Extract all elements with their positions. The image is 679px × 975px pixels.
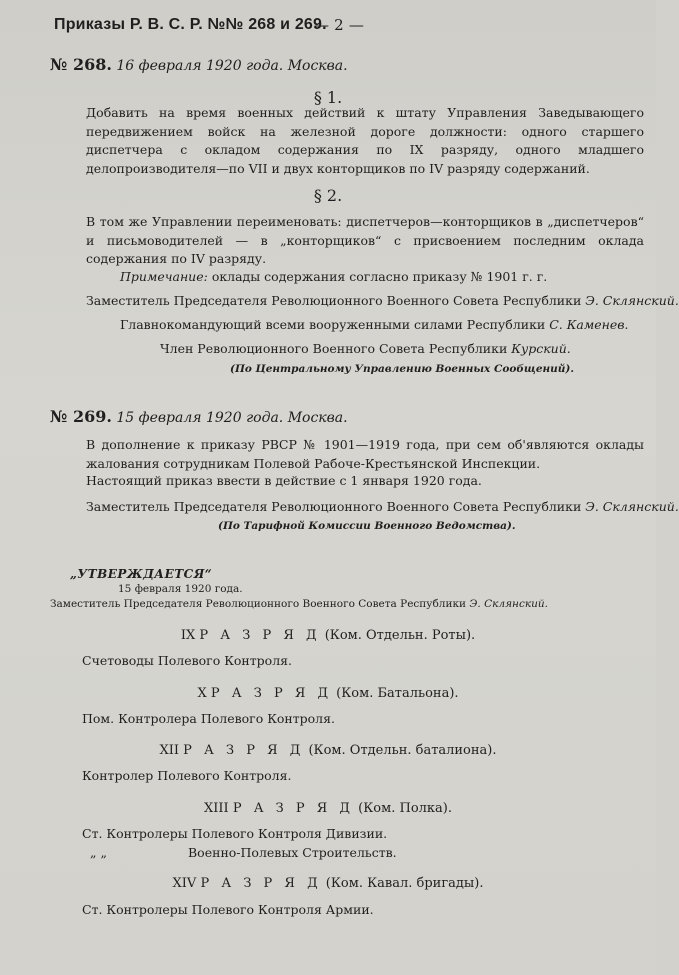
grade-ix-roman: IX [180, 628, 196, 643]
grade-xiii-roman: XIII [204, 801, 229, 816]
section-1-title: § 1. [313, 88, 343, 107]
grade-x-item-1: Пом. Контролера Полевого Контроля. [82, 711, 335, 726]
order-268-source: (По Центральному Управлению Военных Сообщений). [230, 363, 575, 375]
order-269-text-2: Настоящий приказ ввести в действие с 1 января 1920 года. [86, 473, 482, 488]
signature-1-role: Заместитель Председателя Революционного Военного Совета Республики [86, 293, 582, 308]
order-269-text-1: В дополнение к приказу РВСР № 1901—1919 года, при сем об'являются оклады жалования сотрудникам Полевой Рабоче-Крестьянской Инспекции. [86, 437, 644, 471]
section-2-text: В том же Управлении переименовать: диспетчеров—конторщиков в „диспетчеров“ и письмоводителей — в „конторщиков“ с присвоением последним оклада содержания по IV разряду. [86, 214, 644, 266]
order-269-signature [86, 499, 679, 514]
grade-xiii-heading [0, 801, 656, 816]
grade-ix-rank: (Ком. Отдельн. Роты). [324, 628, 476, 643]
note-line [120, 269, 547, 284]
signature-2-role: Главнокомандующий всеми вооруженными силами Республики [120, 317, 546, 332]
grade-x-word: Р А З Р Я Д [210, 686, 333, 701]
grade-xiv-roman: XIV [172, 876, 197, 891]
order-268-date: 16 февраля 1920 года. Москва. [116, 58, 348, 74]
grade-xii-rank: (Ком. Отдельн. баталиона). [308, 743, 497, 758]
page-number: — 2 — [314, 16, 365, 34]
approval-date: 15 февраля 1920 года. [118, 583, 243, 595]
approval-signer-name: Э. Склянский. [469, 598, 548, 610]
grade-ix-item-1: Счетоводы Полевого Контроля. [82, 653, 292, 668]
signature-2 [120, 317, 629, 332]
grade-xiv-heading [0, 876, 656, 891]
grade-ix-heading [0, 628, 656, 643]
order-269-signature-role: Заместитель Председателя Революционного Военного Совета Республики [86, 499, 582, 514]
grade-xiii-ditto: „ „ [90, 845, 107, 860]
grade-x-rank: (Ком. Батальона). [336, 686, 459, 701]
grade-xii-word: Р А З Р Я Д [183, 743, 305, 758]
grade-xiii-item-1: Ст. Контролеры Полевого Контроля Дивизии. [82, 826, 388, 841]
approval-signer-role: Заместитель Председателя Революционного Военного Совета Республики [50, 598, 467, 610]
signature-3-name: Курский. [511, 341, 571, 356]
grade-ix-word: Р А З Р Я Д [199, 628, 321, 643]
header-title: Приказы Р. В. С. Р. №№ 268 и 269. [54, 16, 327, 33]
approval-signer [50, 598, 548, 610]
grade-x-roman: X [197, 686, 207, 701]
grade-xiv-word: Р А З Р Я Д [200, 876, 322, 891]
grade-xii-roman: XII [159, 743, 180, 758]
page-header [54, 16, 614, 34]
order-269-date: 15 февраля 1920 года. Москва. [116, 410, 348, 426]
signature-1-name: Э. Склянский. [585, 293, 679, 308]
grade-xii-item-1: Контролер Полевого Контроля. [82, 768, 292, 783]
order-269-source: (По Тарифной Комиссии Военного Ведомства). [218, 520, 516, 532]
grade-xiv-item-1: Ст. Контролеры Полевого Контроля Армии. [82, 902, 374, 917]
grade-x-heading [0, 686, 656, 701]
grade-xii-heading [0, 743, 656, 758]
order-269-signature-name: Э. Склянский. [585, 499, 679, 514]
section-2-title: § 2. [313, 186, 343, 205]
order-268-number: № 268. [50, 55, 112, 74]
grade-xiii-word: Р А З Р Я Д [232, 801, 354, 816]
grade-xiii-item-2: Военно-Полевых Строительств. [188, 845, 397, 860]
signature-2-name: С. Каменев. [549, 317, 629, 332]
note-label: Примечание: [120, 269, 208, 284]
section-1-text: Добавить на время военных действий к штату Управления Заведывающего передвижением войск на железной дороге должности: одного старшего диспетчера с окладом содержания по IX разряду, одного младшего делопроизводителя—по VII и двух конторщиков по IV разряду содержаний. [86, 105, 644, 176]
order-269-heading [50, 407, 348, 426]
grade-xiii-rank: (Ком. Полка). [358, 801, 452, 816]
note-text: оклады содержания согласно приказу № 1901 г. г. [211, 269, 548, 284]
grade-xiv-rank: (Ком. Кавал. бригады). [325, 876, 484, 891]
approval-label: „УТВЕРЖДАЕТСЯ“ [70, 567, 213, 581]
signature-3 [160, 341, 571, 356]
signature-1 [86, 293, 679, 308]
order-268-heading [50, 55, 348, 74]
signature-3-role: Член Революционного Военного Совета Республики [160, 341, 508, 356]
order-269-number: № 269. [50, 407, 112, 426]
